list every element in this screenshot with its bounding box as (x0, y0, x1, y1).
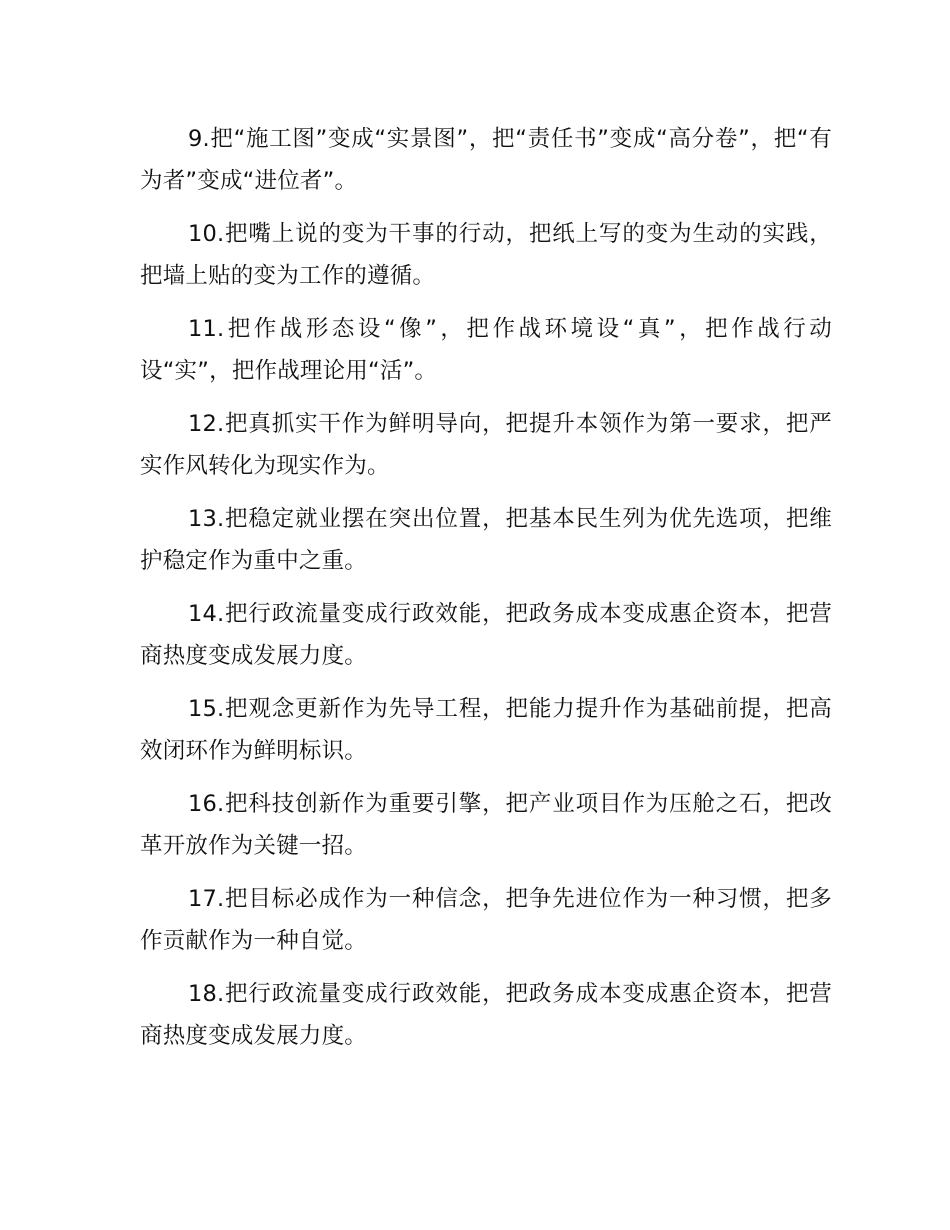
paragraph-15: 15.把观念更新作为先导工程，把能力提升作为基础前提，把高效闭环作为鲜明标识。 (140, 696, 832, 764)
paragraph-9: 9.把“施工图”变成“实景图”，把“责任书”变成“高分卷”，把“有为者”变成“进位者”。 (140, 126, 832, 194)
paragraph-11: 11.把作战形态设“像”，把作战环境设“真”，把作战行动设“实”，把作战理论用“活”。 (140, 316, 832, 384)
paragraph-14: 14.把行政流量变成行政效能，把政务成本变成惠企资本，把营商热度变成发展力度。 (140, 601, 832, 669)
paragraph-12: 12.把真抓实干作为鲜明导向，把提升本领作为第一要求，把严实作风转化为现实作为。 (140, 411, 832, 479)
document-body (140, 118, 832, 1068)
paragraph-13: 13.把稳定就业摆在突出位置，把基本民生列为优先选项，把维护稳定作为重中之重。 (140, 506, 832, 574)
paragraph-17: 17.把目标必成作为一种信念，把争先进位作为一种习惯，把多作贡献作为一种自觉。 (140, 886, 832, 954)
paragraph-18: 18.把行政流量变成行政效能，把政务成本变成惠企资本，把营商热度变成发展力度。 (140, 981, 832, 1049)
paragraph-16: 16.把科技创新作为重要引擎，把产业项目作为压舱之石，把改革开放作为关键一招。 (140, 791, 832, 859)
paragraph-10: 10.把嘴上说的变为干事的行动，把纸上写的变为生动的实践，把墙上贴的变为工作的遵循。 (140, 221, 832, 289)
